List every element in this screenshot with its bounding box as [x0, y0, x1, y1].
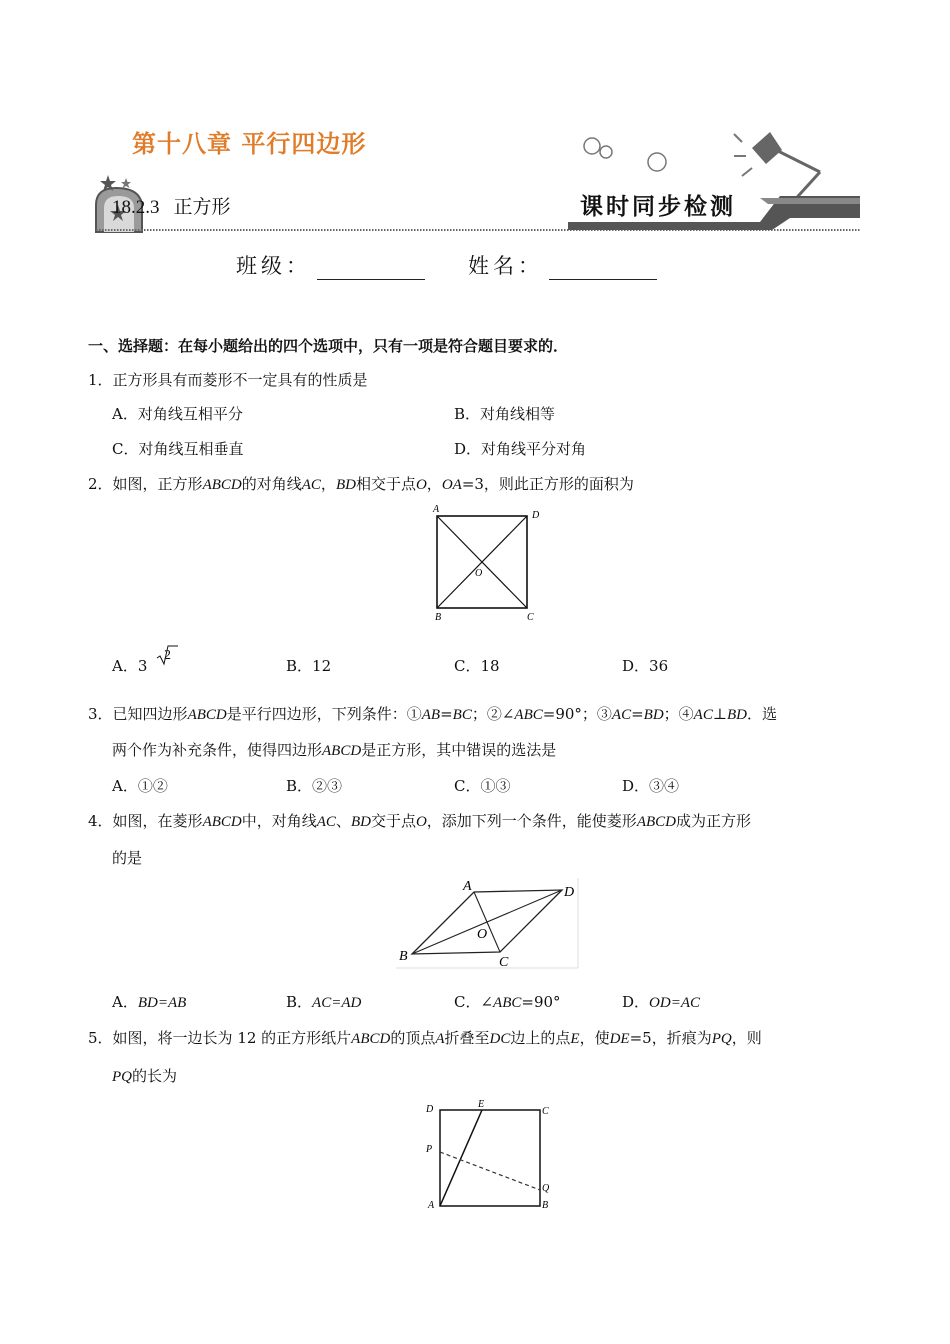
section-title [112, 192, 231, 219]
label-a: A [463, 879, 472, 894]
class-field [236, 250, 425, 280]
option-text: A．3 [112, 657, 148, 675]
text: 如图，在菱形 [112, 812, 203, 830]
text: =3，则此正方形的面积为 [461, 475, 634, 493]
label-b: B [399, 949, 408, 964]
text: = [631, 705, 644, 723]
label-q: Q [542, 1183, 550, 1194]
q3-option-b: B．②③ [286, 777, 343, 795]
text: ，则 [731, 1029, 762, 1047]
section-heading: 一、选择题：在每小题给出的四个选项中，只有一项是符合题目要求的． [88, 337, 569, 355]
label-c: C [542, 1106, 549, 1117]
bubble-icon [584, 138, 600, 154]
label-o: O [477, 927, 488, 942]
question-text: 正方形具有而菱形不一定具有的性质是 [112, 371, 368, 389]
label-b: B [435, 612, 442, 623]
chapter-title: 第十八章 平行四边形 [132, 130, 367, 158]
question-number: 4． [88, 812, 113, 830]
q2-option-d: D．36 [622, 657, 669, 675]
text: ；④ [663, 705, 694, 723]
math: E [570, 1031, 580, 1047]
text: 是平行四边形，下列条件：① [226, 705, 422, 723]
q2-option-c: C．18 [454, 657, 500, 675]
name-field [468, 250, 657, 280]
q2-option-b: B．12 [286, 657, 332, 675]
math: BD [335, 477, 356, 493]
q1-option-a: A．对角线互相平分 [112, 405, 243, 423]
section-number: 18.2.3 [112, 197, 160, 218]
q5-fold-figure [420, 1096, 560, 1212]
text: 两个作为补充条件，使得四边形 [112, 741, 323, 759]
math: A [435, 1031, 445, 1047]
text: ；②∠ [471, 705, 515, 723]
math: AC [611, 707, 632, 723]
label-o: O [475, 568, 483, 579]
q4-option-d [622, 992, 700, 1013]
text: ， [320, 475, 336, 493]
question-5-line-1 [88, 1028, 762, 1049]
math: AC [301, 477, 321, 493]
math: AB [421, 707, 441, 723]
math: AC [316, 814, 336, 830]
option-prefix: A． [112, 993, 138, 1011]
math: DE [609, 1031, 630, 1047]
text: =5，折痕为 [629, 1029, 712, 1047]
q4-option-a [112, 992, 186, 1013]
question-2 [88, 474, 634, 495]
label-b: B [542, 1200, 549, 1211]
question-number: 3． [88, 705, 113, 723]
text: ．选 [746, 705, 777, 723]
q2-square-figure [428, 502, 548, 624]
math: OA [441, 477, 462, 493]
math: ABC [514, 707, 543, 723]
label-a: A [428, 1200, 435, 1211]
math: ABCD [202, 477, 242, 493]
bubble-icon [648, 153, 666, 171]
text: 的长为 [132, 1067, 178, 1085]
question-1 [88, 370, 368, 390]
text: 折叠至 [444, 1029, 490, 1047]
option-math: BD=AB [137, 995, 187, 1011]
class-blank [317, 257, 425, 280]
math: AC [693, 707, 713, 723]
desk-lamp-icon [734, 132, 820, 205]
name-blank [549, 257, 657, 280]
math: DC [489, 1031, 511, 1047]
label-a: A [433, 504, 440, 515]
q1-option-c: C．对角线互相垂直 [112, 440, 244, 458]
text: ，添加下列一个条件，能使菱形 [426, 812, 637, 830]
text: 是正方形，其中错误的选法是 [361, 741, 557, 759]
question-number: 2． [88, 475, 113, 493]
text: 的顶点 [390, 1029, 436, 1047]
math: ABCD [636, 814, 676, 830]
math: PQ [711, 1031, 732, 1047]
text: 、 [335, 812, 351, 830]
math: BD [350, 814, 371, 830]
class-label: 班级： [236, 254, 311, 278]
text: 的对角线 [241, 475, 302, 493]
q4-option-c [454, 992, 561, 1013]
math: ABCD [322, 743, 362, 759]
q4-rhombus-figure [394, 876, 582, 970]
q4-option-b [286, 992, 361, 1013]
option-prefix: B． [286, 993, 313, 1011]
math: O [415, 814, 427, 830]
text: = [440, 705, 453, 723]
label-c: C [499, 955, 509, 970]
math: BC [452, 707, 472, 723]
text: =90°；③ [542, 705, 612, 723]
text: ，使 [579, 1029, 610, 1047]
text: ， [426, 475, 442, 493]
math: O [415, 477, 427, 493]
section-name: 正方形 [173, 196, 231, 218]
bubble-icon [600, 146, 612, 158]
text: 成为正方形 [675, 812, 751, 830]
question-3-line-2 [112, 740, 556, 761]
name-label: 姓名： [468, 254, 543, 278]
option-math: AC=AD [312, 995, 362, 1011]
option-math: ABC [493, 995, 522, 1011]
text: 交于点 [370, 812, 416, 830]
q1-option-d: D．对角线平分对角 [454, 440, 587, 458]
label-e: E [478, 1099, 485, 1110]
q3-option-c: C．①③ [454, 777, 511, 795]
label-c: C [527, 612, 534, 623]
math: BD [643, 707, 664, 723]
question-number: 5． [88, 1029, 113, 1047]
sqrt-radicand: 2 [164, 648, 171, 663]
q3-option-a: A．①② [112, 777, 168, 795]
label-d: D [532, 510, 540, 521]
option-suffix: =90° [521, 993, 561, 1011]
text: 如图，正方形 [112, 475, 203, 493]
label-d: D [426, 1104, 434, 1115]
question-4-line-2: 的是 [112, 849, 143, 867]
math: BD [726, 707, 747, 723]
text: 已知四边形 [112, 705, 188, 723]
question-3-line-1 [88, 704, 777, 725]
text: 如图，将一边长为 12 的正方形纸片 [112, 1029, 352, 1047]
math: ABCD [351, 1031, 391, 1047]
math: PQ [112, 1069, 132, 1085]
text: 中，对角线 [241, 812, 317, 830]
brand-title: 课时同步检测 [580, 193, 736, 220]
q1-option-b: B．对角线相等 [454, 405, 556, 423]
option-prefix: C．∠ [454, 993, 494, 1011]
label-p: P [426, 1144, 433, 1155]
math: ABCD [202, 814, 242, 830]
text: 边上的点 [510, 1029, 571, 1047]
option-math: OD=AC [649, 995, 700, 1011]
question-5-line-2 [112, 1066, 177, 1087]
q2-option-a [112, 648, 171, 676]
text: ⊥ [712, 705, 727, 723]
question-number: 1． [88, 371, 113, 389]
label-d: D [564, 885, 575, 900]
text: 相交于点 [355, 475, 416, 493]
option-prefix: D． [622, 993, 650, 1011]
math: ABCD [187, 707, 227, 723]
question-4-line-1 [88, 811, 751, 832]
q3-option-d: D．③④ [622, 777, 680, 795]
